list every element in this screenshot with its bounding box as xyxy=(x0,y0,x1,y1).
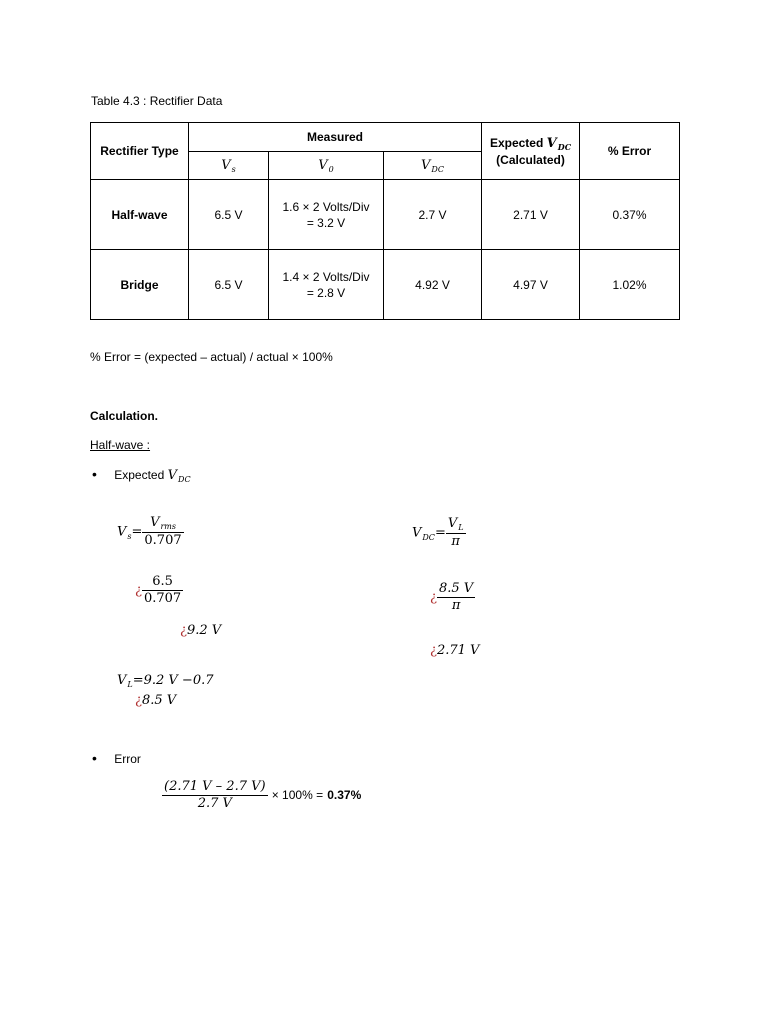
bullet-dot: • xyxy=(92,750,97,766)
cell-type: Half-wave xyxy=(91,180,189,250)
cell-vs: 6.5 V xyxy=(189,250,269,320)
vs-result: ¿9.2 V xyxy=(180,623,222,638)
cell-v0: 1.6 × 2 Volts/Div = 3.2 V xyxy=(269,180,384,250)
error-formula: % Error = (expected – actual) / actual × 100% xyxy=(90,350,333,364)
vl-fraction: $\frac{V_L}{\pi}$ xyxy=(447,516,464,549)
vdc-step-1: ¿ $\frac{8.5 V}{\pi}$ xyxy=(430,581,474,613)
error-fraction: $\frac{(2.71 V - 2.7 V)}{2.7 V}$ xyxy=(164,779,266,811)
header-rectifier-type: Rectifier Type xyxy=(91,123,189,180)
cell-vdc: 2.7 V xyxy=(384,180,482,250)
vs-step-1: ¿ $\frac{6.5}{0.707}$ xyxy=(135,574,182,606)
calculation-heading: Calculation. xyxy=(90,409,159,423)
cell-expected: 2.71 V xyxy=(482,180,580,250)
cell-vdc: 4.92 V xyxy=(384,250,482,320)
header-vs: $V_s$ xyxy=(189,152,269,180)
header-error: % Error xyxy=(580,123,680,180)
vdc-result: ¿2.71 V xyxy=(430,643,480,658)
bullet-expected: • Expected $V_{DC}$ xyxy=(92,466,191,484)
table-row xyxy=(91,250,680,320)
bullet-dot: • xyxy=(92,466,97,482)
cell-expected: 4.97 V xyxy=(482,250,580,320)
cell-type: Bridge xyxy=(91,250,189,320)
table-caption: Table 4.3 : Rectifier Data xyxy=(91,94,223,108)
halfwave-heading: Half-wave : xyxy=(90,438,151,452)
header-vdc: $V_{DC}$ xyxy=(384,152,482,180)
error-equation: $\frac{(2.71 V - 2.7 V)}{2.7 V}$ × 100% = 0.37% xyxy=(164,779,362,811)
header-v0: $V_0$ xyxy=(269,152,384,180)
cell-error: 1.02% xyxy=(580,250,680,320)
bullet-error: • Error xyxy=(92,750,141,766)
cell-error: 0.37% xyxy=(580,180,680,250)
vrms-fraction: $\frac{V_{rms}}{0.707}$ xyxy=(144,515,182,548)
vl-result: ¿8.5 V xyxy=(135,693,177,708)
header-measured: Measured xyxy=(189,123,482,152)
table-row xyxy=(91,180,680,250)
vl-equation: $V_L=9.2$ V −0.7 xyxy=(117,673,214,689)
cell-v0: 1.4 × 2 Volts/Div = 2.8 V xyxy=(269,250,384,320)
cell-vs: 6.5 V xyxy=(189,180,269,250)
vdc-equation: $V_{DC}=$ $\frac{V_L}{\pi}$ xyxy=(412,516,464,549)
rectifier-data-table xyxy=(90,122,680,320)
vs-equation: $V_s=$ $\frac{V_{rms}}{0.707}$ xyxy=(117,515,182,548)
header-expected-vdc: Expected $V_{DC}$ (Calculated) xyxy=(482,123,580,180)
